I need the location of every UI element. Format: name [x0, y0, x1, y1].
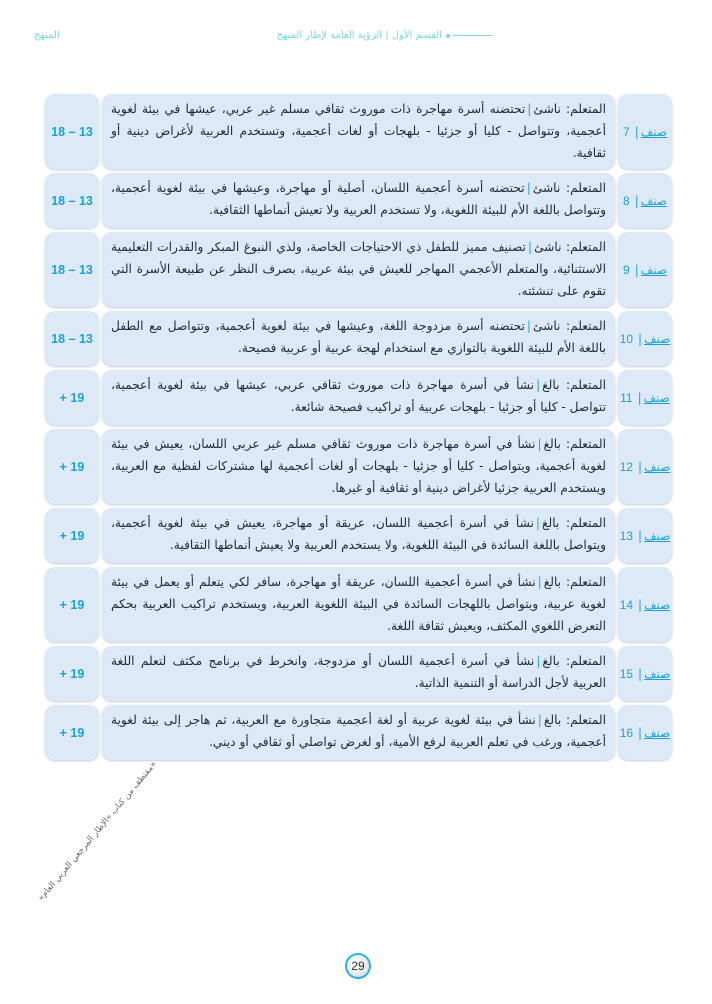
class-number: 12 [619, 459, 634, 474]
learner-description [102, 370, 615, 425]
class-number: 8 [623, 193, 630, 208]
age-value: 18 – 13 [51, 193, 93, 208]
separator-bar: | [638, 597, 643, 612]
class-number: 10 [619, 331, 634, 346]
class-label [618, 705, 672, 760]
class-word: صنف [643, 390, 670, 405]
class-word: صنف [644, 459, 671, 474]
separator-bar: | [537, 437, 542, 451]
class-label [618, 370, 672, 425]
learner-description [102, 94, 615, 169]
section-header [277, 30, 492, 41]
table-row [45, 311, 672, 366]
learner-type: المتعلم: بالغ [543, 437, 606, 451]
separator-bar: | [634, 193, 639, 208]
age-value: 18 – 13 [51, 331, 93, 346]
class-label [618, 173, 672, 228]
source-note: «مقتطف من كتاب «الإطار المرجعي العربي العام» [36, 759, 159, 904]
age-range [45, 429, 99, 504]
age-value: 18 – 13 [51, 262, 93, 277]
age-range [45, 567, 99, 642]
age-range [45, 232, 99, 307]
page-number-badge [345, 953, 371, 979]
description-text: نشأ في أسرة أعجمية اللسان أو مزدوجة، وانخرط في برنامج مكثف لتعلم اللغة العربية لأجل الدراسة أو التنمية الذاتية. [111, 654, 606, 690]
section-title: القسم الأول | الرؤية العامة لإطار المنهج [276, 30, 442, 41]
class-word: صنف [644, 666, 671, 681]
learner-classification-table [45, 94, 672, 764]
learner-type: المتعلم: بالغ [542, 378, 607, 392]
class-label [618, 567, 672, 642]
separator-bar: | [637, 390, 642, 405]
class-label [618, 232, 672, 307]
age-value: + 19 [59, 528, 85, 543]
age-value: + 19 [59, 725, 85, 740]
age-range [45, 311, 99, 366]
age-value: + 19 [59, 597, 85, 612]
class-word: صنف [644, 331, 671, 346]
age-range [45, 370, 99, 425]
table-row [45, 232, 672, 307]
age-value: + 19 [59, 390, 85, 405]
learner-type: المتعلم: بالغ [543, 575, 606, 589]
class-number: 15 [619, 666, 634, 681]
learner-description [102, 705, 615, 760]
learner-type: المتعلم: ناشئ [532, 181, 607, 195]
age-range [45, 705, 99, 760]
separator-bar: | [526, 181, 531, 195]
table-row [45, 646, 672, 701]
age-range [45, 646, 99, 701]
class-label [618, 311, 672, 366]
separator-bar: | [634, 262, 639, 277]
separator-bar: | [536, 378, 541, 392]
class-label [618, 508, 672, 563]
learner-description [102, 646, 615, 701]
learner-type: المتعلم: ناشئ [534, 240, 606, 254]
class-number: 9 [623, 262, 630, 277]
description-text: تصنيف مميز للطفل ذي الاحتياجات الخاصة، ولذي النبوغ المبكر والقدرات التعليمية الاستثنائية، والمتعلم الأعجمي المهاجر للعيش في بيئة عربية، بصرف النظر عن طبيعة الأسرة التي تقوم على تنشئته. [111, 240, 606, 298]
page-number: 29 [351, 959, 365, 973]
learner-type: المتعلم: بالغ [543, 713, 606, 727]
separator-bar: | [535, 516, 540, 530]
description-text: تحتضنه أسرة أعجمية اللسان، أصلية أو مهاجرة، وعيشها في بيئة لغوية أعجمية، وتتواصل باللغة الأم للبيئة اللغوية، ولا تستخدم العربية ولا تعيش أنماطها الثقافية. [111, 181, 606, 217]
learner-type: المتعلم: بالغ [542, 654, 606, 668]
description-text: تحتضنه أسرة مزدوجة اللغة، وعيشها في بيئة لغوية أعجمية، وتتواصل مع الطفل باللغة الأم للبيئة اللغوية بالتوازي مع استخدام لهجة عربية أو عربية فصيحة. [111, 319, 606, 355]
class-word: صنف [640, 193, 667, 208]
class-word: صنف [644, 528, 671, 543]
description-text: نشأ في بيئة لغوية عربية أو لغة أعجمية متجاورة مع العربية، ثم هاجر إلى بيئة لغوية أعجمية، ورغب في تعلم العربية لرفع الأمية، أو لغرض تواصلي أو ثقافي أو ديني. [111, 713, 606, 749]
learner-description [102, 173, 615, 228]
age-range [45, 94, 99, 169]
page-header [0, 30, 712, 50]
class-word: صنف [644, 597, 671, 612]
table-row [45, 705, 672, 760]
header-rule [454, 35, 492, 36]
description-text: نشأ في أسرة أعجمية اللسان، عريقة أو مهاجرة، يعيش في بيئة لغوية أعجمية، ويتواصل باللغة السائدة في البيئة اللغوية، ولا يستخدم العربية ولا يعيش أنماطها الثقافية. [111, 516, 606, 552]
table-row [45, 429, 672, 504]
separator-bar: | [638, 725, 643, 740]
table-row [45, 370, 672, 425]
separator-bar: | [638, 666, 643, 681]
class-label [618, 429, 672, 504]
class-label [618, 94, 672, 169]
table-row [45, 94, 672, 169]
separator-bar: | [638, 331, 643, 346]
separator-bar: | [526, 319, 531, 333]
age-range [45, 508, 99, 563]
separator-bar: | [638, 459, 643, 474]
description-text: تحتضنه أسرة مهاجرة ذات موروث ثقافي مسلم غير عربي، عيشها في بيئة لغوية أعجمية، وتتواصل - كليا أو جزئيا - بلهجات أو لغات أعجمية، وتستخدم العربية لأغراض دينية أو ثقافية. [111, 102, 606, 160]
class-label [618, 646, 672, 701]
separator-bar: | [536, 654, 541, 668]
learner-type: المتعلم: ناشئ [533, 102, 606, 116]
class-number: 11 [620, 390, 633, 405]
separator-bar: | [634, 124, 639, 139]
separator-bar: | [527, 240, 533, 254]
class-word: صنف [644, 725, 671, 740]
learner-description [102, 429, 615, 504]
header-dot-icon [446, 34, 450, 38]
class-word: صنف [640, 124, 667, 139]
separator-bar: | [537, 575, 542, 589]
separator-bar: | [527, 102, 532, 116]
class-word: صنف [640, 262, 667, 277]
table-row [45, 567, 672, 642]
learner-type: المتعلم: بالغ [542, 516, 606, 530]
learner-description [102, 232, 615, 307]
class-number: 14 [619, 597, 634, 612]
corner-label: المنهج [34, 30, 60, 41]
class-number: 16 [619, 725, 634, 740]
learner-description [102, 508, 615, 563]
description-text: نشأ في أسرة مهاجرة ذات موروث ثقافي عربي، عيشها في بيئة لغوية أعجمية، تتواصل - كليا أو جزئيا - بلهجات عربية أو تراكيب فصيحة شائعة. [111, 378, 606, 414]
table-row [45, 508, 672, 563]
description-text: نشأ في أسرة أعجمية اللسان، عريقة أو مهاجرة، سافر لكي يتعلم أو يعمل في بيئة لغوية عربية، ويتواصل باللهجات السائدة في البيئة اللغوية العربية، ويستخدم تراكيب العربية بحكم التعرض اللغوي المكثف، ويعيش ثقافة اللغة. [111, 575, 606, 633]
learner-type: المتعلم: ناشئ [532, 319, 606, 333]
age-value: 18 – 13 [51, 124, 93, 139]
age-value: + 19 [59, 459, 85, 474]
class-number: 13 [619, 528, 634, 543]
learner-description [102, 311, 615, 366]
age-range [45, 173, 99, 228]
separator-bar: | [537, 713, 542, 727]
learner-description [102, 567, 615, 642]
table-row [45, 173, 672, 228]
age-value: + 19 [59, 666, 85, 681]
separator-bar: | [638, 528, 643, 543]
description-text: نشأ في أسرة مهاجرة ذات موروث ثقافي مسلم غير عربي اللسان، يعيش في بيئة لغوية أعجمية، ويتواصل - كليا أو جزئيا - بلهجات أو لغات أعجمية لها مشتركات لفظية مع العربية، ويستخدم العربية جزئيا لأغراض دينية أو ثقافية أو غيرها. [111, 437, 606, 495]
class-number: 7 [623, 124, 630, 139]
